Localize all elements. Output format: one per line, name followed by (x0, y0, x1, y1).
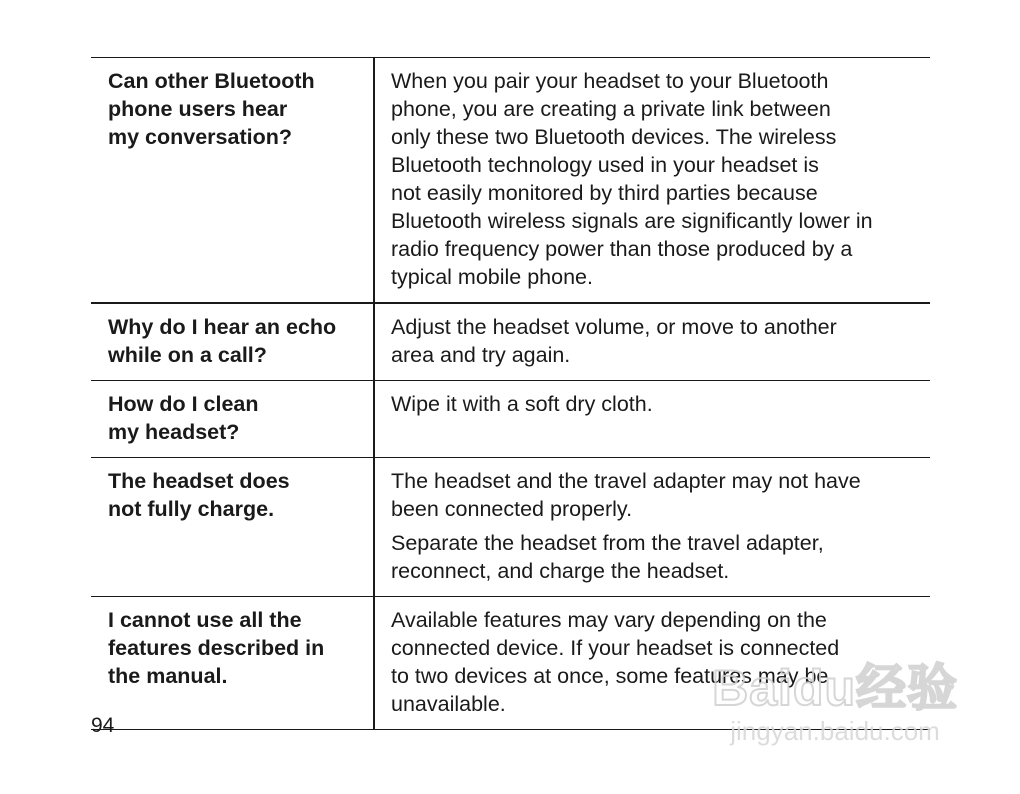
answer-paragraph (391, 390, 920, 418)
watermark-url: jingyan.baidu.com (730, 716, 940, 746)
answer-paragraph (391, 67, 920, 291)
faq-question (91, 458, 374, 597)
question-line: my headset? (108, 420, 240, 444)
question-line: the manual. (108, 664, 228, 688)
faq-answer (374, 458, 930, 597)
faq-row (91, 58, 930, 304)
answer-line: radio frequency power than those produced by a (391, 237, 853, 261)
question-line: not fully charge. (108, 497, 275, 521)
page-number: 94 (91, 714, 115, 737)
baidu-watermark (712, 660, 958, 746)
answer-line: typical mobile phone. (391, 265, 593, 289)
faq-row (91, 303, 930, 381)
answer-line: When you pair your headset to your Bluetooth (391, 69, 829, 93)
faq-answer (374, 303, 930, 381)
faq-question (91, 58, 374, 304)
answer-line: Adjust the headset volume, or move to another (391, 315, 837, 339)
faq-question (91, 381, 374, 458)
answer-line: Bluetooth technology used in your headset is (391, 153, 819, 177)
answer-paragraph (391, 467, 920, 523)
faq-answer (374, 58, 930, 304)
answer-line: been connected properly. (391, 497, 633, 521)
question-line: Can other Bluetooth (108, 69, 315, 93)
question-line: The headset does (108, 469, 290, 493)
question-line: Why do I hear an echo (108, 315, 337, 339)
answer-line: Available features may vary depending on the (391, 608, 827, 632)
answer-line: Bluetooth wireless signals are significantly lower in (391, 209, 873, 233)
question-line: phone users hear (108, 97, 288, 121)
faq-row (91, 458, 930, 597)
faq-question (91, 303, 374, 381)
answer-line: Separate the headset from the travel adapter, (391, 531, 824, 555)
faq-question (91, 597, 374, 730)
answer-line: not easily monitored by third parties because (391, 181, 818, 205)
question-line: I cannot use all the (108, 608, 302, 632)
faq-table (91, 57, 930, 730)
answer-line: reconnect, and charge the headset. (391, 559, 730, 583)
answer-line: connected device. If your headset is connected (391, 636, 840, 660)
faq-answer (374, 381, 930, 458)
question-line: How do I clean (108, 392, 259, 416)
faq-row (91, 381, 930, 458)
answer-line: to two devices at once, some features may be (391, 664, 829, 688)
faq-table-body (91, 58, 930, 730)
answer-line: Wipe it with a soft dry cloth. (391, 392, 653, 416)
question-line: while on a call? (108, 343, 267, 367)
watermark-logo: Baidu经验 (712, 660, 958, 716)
answer-line: area and try again. (391, 343, 571, 367)
answer-line: unavailable. (391, 692, 506, 716)
answer-line: The headset and the travel adapter may not have (391, 469, 861, 493)
question-line: my conversation? (108, 125, 292, 149)
answer-line: only these two Bluetooth devices. The wireless (391, 125, 837, 149)
answer-paragraph (391, 529, 920, 585)
answer-line: phone, you are creating a private link between (391, 97, 831, 121)
answer-paragraph (391, 313, 920, 369)
question-line: features described in (108, 636, 325, 660)
